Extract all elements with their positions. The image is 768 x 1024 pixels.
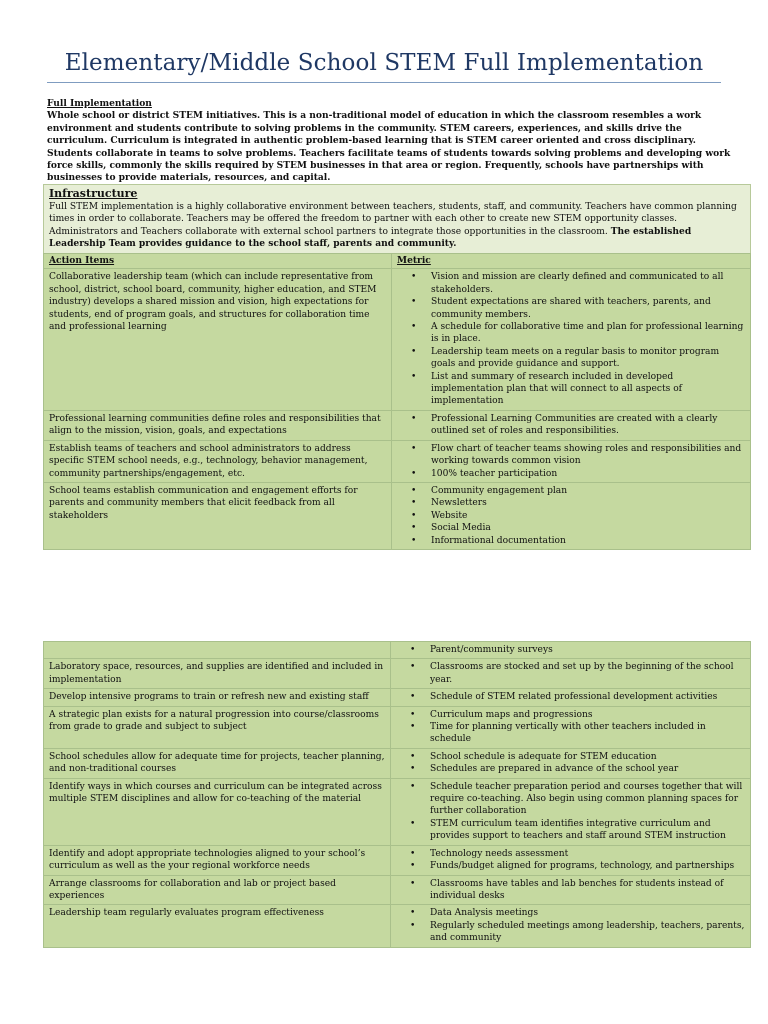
metric-cell [392,482,751,549]
metric-item: • Funds/budget aligned for programs, technology, and partnerships [430,860,746,872]
action-item-cell: Identify ways in which courses and curriculum can be integrated across multiple STEM disciplines and allow for co-teaching of the material [44,778,391,845]
action-item-cell: Develop intensive programs to train or refresh new and existing staff [44,689,391,706]
metric-list [396,878,746,903]
table-row [44,845,751,875]
metric-item: • Informational documentation [431,535,746,547]
metric-list [396,781,746,843]
action-item-cell: Leadership team regularly evaluates program effectiveness [44,905,391,947]
intro-heading: Full Implementation [47,98,152,109]
metric-item: • Professional Learning Communities are created with a clearly outlined set of roles and responsibilities. [431,413,746,438]
metric-cell [391,875,751,905]
metric-list [396,661,746,686]
title-divider [47,82,721,83]
metric-cell [391,642,751,659]
action-items-header: Action Items [44,254,392,269]
metric-item: • Regularly scheduled meetings among leadership, teachers, parents, and community [430,920,746,945]
table-row [44,642,751,659]
metric-item: • Website [431,510,746,522]
metric-item: • A schedule for collaborative time and plan for professional learning is in place. [431,321,746,346]
metric-list [396,644,746,656]
metric-item: • School schedule is adequate for STEM education [430,751,746,763]
metric-list [397,413,746,438]
action-item-cell: Professional learning communities define roles and responsibilities that align to the mission, vision, goals, and expectations [44,410,392,440]
infrastructure-heading: Infrastructure [49,187,138,200]
metric-cell [391,689,751,706]
metric-header: Metric [392,254,751,269]
table-row [44,440,751,482]
action-item-cell [44,642,391,659]
metric-item: • Vision and mission are clearly defined and communicated to all stakeholders. [431,271,746,296]
table-header-row [44,254,751,269]
action-metric-table-1 [43,253,751,550]
table-row [44,482,751,549]
table-row [44,269,751,410]
table-row [44,778,751,845]
metric-item: • Schedule teacher preparation period and courses together that will require co-teaching. Also begin using common planning spaces for further collaboration [430,781,746,818]
metric-item: • Student expectations are shared with teachers, parents, and community members. [431,296,746,321]
metric-list [397,485,746,547]
action-item-cell: Establish teams of teachers and school administrators to address specific STEM school needs, e.g., technology, behavior management, community partnerships/engagement, etc. [44,440,392,482]
table-row [44,905,751,947]
metric-item: • Data Analysis meetings [430,907,746,919]
metric-item: • Classrooms have tables and lab benches for students instead of individual desks [430,878,746,903]
metric-list [397,443,746,480]
action-item-cell: Collaborative leadership team (which can include representative from school, district, school board, community, higher education, and STEM industry) develops a shared mission and vision, high expectations for students, end of program goals, and structures for collaboration time and professional learning [44,269,392,410]
table-row [44,875,751,905]
metric-cell [391,748,751,778]
metric-item: • Social Media [431,522,746,534]
intro-section [47,98,741,185]
metric-cell [391,659,751,689]
table-row [44,689,751,706]
action-item-cell: School teams establish communication and engagement efforts for parents and community members that elicit feedback from all stakeholders [44,482,392,549]
metric-list [396,848,746,873]
metric-item: • Schedules are prepared in advance of the school year [430,763,746,775]
action-item-cell: Laboratory space, resources, and supplies are identified and included in implementation [44,659,391,689]
metric-list [396,907,746,944]
infrastructure-bold-text: The established Leadership Team provides guidance to the school staff, parents and community. [49,225,692,250]
action-item-cell: Arrange classrooms for collaboration and lab or project based experiences [44,875,391,905]
action-item-cell: School schedules allow for adequate time for projects, teacher planning, and non-traditional courses [44,748,391,778]
metric-cell [391,845,751,875]
infrastructure-box [43,184,751,256]
action-item-cell: Identify and adopt appropriate technologies aligned to your school’s curriculum as well as the your regional workforce needs [44,845,391,875]
metric-cell [391,778,751,845]
metric-item: • Leadership team meets on a regular basis to monitor program goals and provide guidance and support. [431,346,746,371]
table-row [44,410,751,440]
metric-item: • List and summary of research included in developed implementation plan that will connect to all aspects of implementation [431,371,746,408]
metric-list [396,751,746,776]
metric-cell [392,269,751,410]
infrastructure-body [49,201,745,251]
metric-item: • Flow chart of teacher teams showing roles and responsibilities and working towards common vision [431,443,746,468]
metric-list [396,691,746,703]
table-row [44,748,751,778]
metric-item: • Schedule of STEM related professional development activities [430,691,746,703]
intro-body: Whole school or district STEM initiatives. This is a non-traditional model of education in which the classroom resembles a work environment and students contribute to solving problems in the community. STEM careers, experiences, and skills drive the curriculum. Curriculum is integrated in authentic problem-based learning that is STEM career oriented and cross disciplinary. Students collaborate in teams to solve problems. Teachers facilitate teams of students towards solving problems and developing work force skills, commonly the skills required by STEM businesses in that area or region. Frequently, schools have partnerships with businesses to provide materials, resources, and capital. [47,110,731,184]
metric-item: • STEM curriculum team identifies integrative curriculum and provides support to teachers and staff around STEM instruction [430,818,746,843]
table-row [44,659,751,689]
metric-cell [392,440,751,482]
action-item-cell: A strategic plan exists for a natural progression into course/classrooms from grade to grade and subject to subject [44,706,391,748]
infrastructure-text: Full STEM implementation is a highly collaborative environment between teachers, students, staff, and community. Teachers have common planning times in order to collaborate. Teachers may be offered the freedom to partner with each other to create new STEM opportunity classes. Administrators and Teachers collaborate with external school partners to integrate those opportunities in the classroom. [49,202,737,237]
action-metric-table-2 [43,641,751,948]
metric-item: • Newsletters [431,497,746,509]
metric-list [396,709,746,746]
metric-item: • Parent/community surveys [430,644,746,656]
page-title: Elementary/Middle School STEM Full Implementation [64,50,704,76]
metric-item: • Curriculum maps and progressions [430,709,746,721]
metric-item: • 100% teacher participation [431,468,746,480]
metric-cell [392,410,751,440]
metric-item: • Time for planning vertically with other teachers included in schedule [430,721,746,746]
metric-item: • Technology needs assessment [430,848,746,860]
metric-item: • Classrooms are stocked and set up by the beginning of the school year. [430,661,746,686]
metric-item: • Community engagement plan [431,485,746,497]
metric-cell [391,905,751,947]
metric-cell [391,706,751,748]
metric-list [397,271,746,407]
table-row [44,706,751,748]
